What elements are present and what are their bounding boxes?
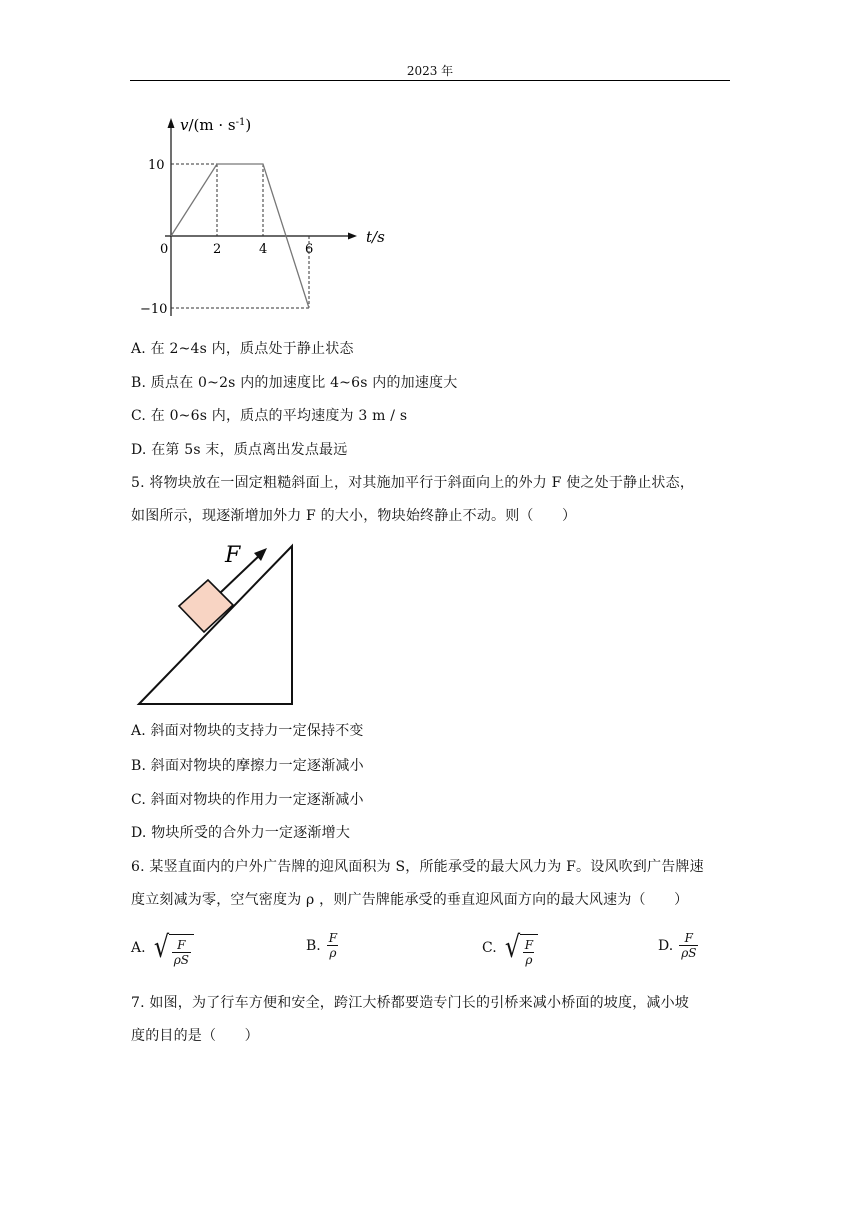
x-tick-label: 6	[305, 242, 314, 257]
q6-b-denominator: ρ	[329, 946, 337, 960]
q5-stem-line-2: 如图所示，现逐渐增加外力 F 的大小，物块始终静止不动。则（ ）	[131, 508, 577, 524]
incline-figure	[130, 535, 305, 710]
q6-b-numerator: F	[328, 931, 338, 945]
q6-a-numerator: F	[177, 938, 186, 952]
velocity-time-graph	[140, 108, 385, 323]
q6-d-numerator: F	[684, 931, 693, 945]
x-tick-label: 0	[160, 242, 169, 257]
q7-stem-line-1: 7. 如图，为了行车方便和安全，跨江大桥都要造专门长的引桥来减小桥面的坡度，减小坡	[131, 995, 690, 1011]
q6-c-denominator: ρ	[525, 953, 533, 967]
page-header: 2023 年	[406, 64, 454, 78]
sqrt-sign: √ $\frac{F}{\rho S}$	[152, 928, 194, 968]
q6-d-denominator: ρS	[681, 946, 697, 960]
q6-stem-line-1: 6. 某竖直面内的户外广告牌的迎风面积为 S，所能承受的最大风力为 F。设风吹到广告牌速	[131, 859, 704, 875]
x-axis-arrow	[348, 233, 357, 240]
q6-option-a-letter: A.	[131, 940, 146, 956]
y-axis-arrow	[168, 118, 175, 128]
q5-option-c: C. 斜面对物块的作用力一定逐渐减小	[131, 792, 364, 808]
q6-option-c	[482, 928, 538, 968]
q5-option-a: A. 斜面对物块的支持力一定保持不变	[131, 723, 364, 739]
sqrt-sign: √ $\frac{F}{\rho}$	[503, 928, 538, 968]
y-tick-label: 10	[148, 158, 165, 173]
vt-graph-group	[140, 116, 385, 317]
q6-option-b-letter: B.	[306, 937, 321, 954]
x-tick-label: 4	[259, 242, 268, 257]
q4-option-a: A. 在 2~4s 内，质点处于静止状态	[131, 341, 354, 357]
q6-option-a	[131, 928, 194, 968]
q5-stem-line-1: 5. 将物块放在一固定粗糙斜面上，对其施加平行于斜面向上的外力 F 使之处于静止状态，	[131, 475, 695, 491]
q4-option-b: B. 质点在 0~2s 内的加速度比 4~6s 内的加速度大	[131, 375, 458, 391]
q6-option-d-letter: D.	[658, 937, 674, 954]
q6-option-c-letter: C.	[482, 940, 497, 956]
q6-stem-line-2: 度立刻减为零，空气密度为 ρ ，则广告牌能承受的垂直迎风面方向的最大风速为（ ）	[131, 892, 689, 908]
y-tick-label: −10	[140, 302, 168, 317]
x-tick-label: 2	[213, 242, 222, 257]
q5-option-b: B. 斜面对物块的摩擦力一定逐渐减小	[131, 758, 364, 774]
force-label: F	[225, 543, 241, 568]
q5-option-d: D. 物块所受的合外力一定逐渐增大	[131, 825, 351, 841]
q6-c-numerator: F	[524, 938, 534, 952]
q4-option-d: D. 在第 5s 末，质点离出发点最远	[131, 442, 348, 458]
incline-triangle	[139, 546, 292, 704]
y-axis-label: $v/(m \cdot s^{-1})$	[180, 116, 252, 134]
x-axis-label: t/s	[366, 228, 385, 246]
q4-option-c: C. 在 0~6s 内，质点的平均速度为 3 m / s	[131, 408, 408, 424]
q6-option-b	[306, 931, 339, 960]
q6-options	[0, 928, 860, 976]
q6-a-denominator: ρS	[173, 953, 189, 967]
q6-option-d	[658, 931, 698, 960]
q7-stem-line-2: 度的目的是（ ）	[131, 1028, 259, 1044]
header-rule	[130, 80, 730, 81]
